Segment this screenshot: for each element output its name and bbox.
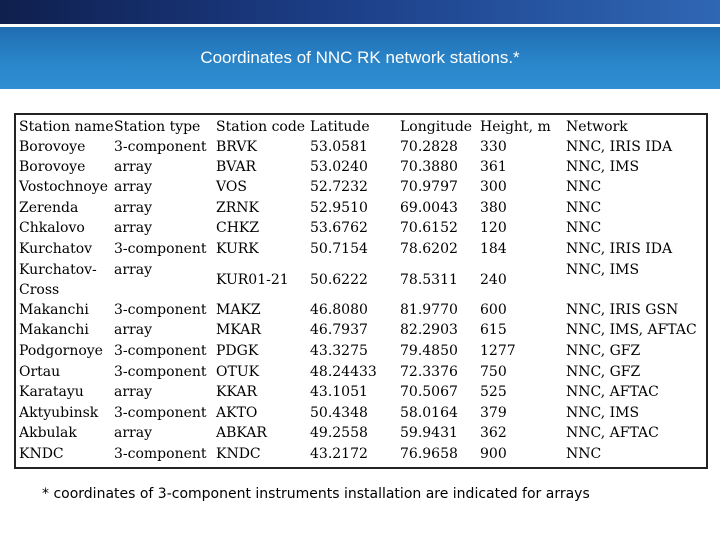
table-cell: 52.9510 <box>310 200 368 216</box>
title-banner <box>0 27 720 89</box>
table-cell: 53.0240 <box>310 159 368 175</box>
table-cell: Aktyubinsk <box>19 405 99 421</box>
table-cell: 46.8080 <box>310 302 368 318</box>
table-cell: 43.1051 <box>310 384 368 400</box>
column-header: Height, m <box>480 119 551 135</box>
table-cell: NNC <box>566 220 602 236</box>
table-cell: NNC, AFTAC <box>566 384 659 400</box>
table-cell: NNC, IRIS IDA <box>566 139 673 155</box>
table-cell: 70.5067 <box>400 384 458 400</box>
table-cell: KUR01-21 <box>216 272 289 288</box>
table-cell: Kurchatov-Cross <box>19 262 97 298</box>
table-cell: NNC, IMS <box>566 262 640 278</box>
table-cell: 52.7232 <box>310 179 368 195</box>
table-cell: PDGK <box>216 343 259 359</box>
table-cell: 50.6222 <box>310 272 368 288</box>
table-cell: CHKZ <box>216 220 260 236</box>
table-cell: 900 <box>480 446 507 462</box>
table-cell: 3-component <box>114 446 207 462</box>
table-cell: 70.6152 <box>400 220 458 236</box>
table-cell: 72.3376 <box>400 364 458 380</box>
table-cell: NNC <box>566 446 602 462</box>
table-cell: 3-component <box>114 343 207 359</box>
table-cell: Borovoye <box>19 139 86 155</box>
table-cell: 3-component <box>114 241 207 257</box>
table-cell: KNDC <box>19 446 64 462</box>
table-cell: 59.9431 <box>400 425 458 441</box>
table-cell: 1277 <box>480 343 516 359</box>
table-cell: 380 <box>480 200 507 216</box>
table-cell: 3-component <box>114 364 207 380</box>
table-cell: 330 <box>480 139 507 155</box>
table-cell: KKAR <box>216 384 258 400</box>
table-cell: 615 <box>480 322 507 338</box>
table-cell: 300 <box>480 179 507 195</box>
table-cell: NNC, GFZ <box>566 343 641 359</box>
table-cell: NNC <box>566 200 602 216</box>
column-header: Network <box>566 119 628 135</box>
table-cell: 53.6762 <box>310 220 368 236</box>
table-cell: Vostochnoye <box>19 179 108 195</box>
table-cell: 70.3880 <box>400 159 458 175</box>
table-cell: NNC, IMS <box>566 405 640 421</box>
table-cell: array <box>114 384 152 400</box>
table-cell: NNC <box>566 179 602 195</box>
table-cell: NNC, GFZ <box>566 364 641 380</box>
table-cell: NNC, IRIS IDA <box>566 241 673 257</box>
table-cell: ABKAR <box>216 425 267 441</box>
column-header: Latitude <box>310 119 370 135</box>
table-cell: array <box>114 322 152 338</box>
page-title: Coordinates of NNC RK network stations.* <box>200 48 520 67</box>
table-cell: 76.9658 <box>400 446 458 462</box>
table-cell: ZRNK <box>216 200 259 216</box>
top-decorative-band <box>0 0 720 24</box>
table-cell: 58.0164 <box>400 405 458 421</box>
table-cell: 69.0043 <box>400 200 458 216</box>
table-cell: 79.4850 <box>400 343 458 359</box>
table-cell: 361 <box>480 159 507 175</box>
table-cell: 240 <box>480 272 507 288</box>
table-cell: array <box>114 425 152 441</box>
table-cell: 184 <box>480 241 507 257</box>
table-cell: 43.2172 <box>310 446 368 462</box>
table-cell: NNC, AFTAC <box>566 425 659 441</box>
table-cell: 48.24433 <box>310 364 377 380</box>
table-cell: 70.9797 <box>400 179 458 195</box>
table-cell: MKAR <box>216 322 261 338</box>
table-cell: BVAR <box>216 159 257 175</box>
table-cell: 50.4348 <box>310 405 368 421</box>
table-cell: 81.9770 <box>400 302 458 318</box>
table-cell: 49.2558 <box>310 425 368 441</box>
table-cell: NNC, IMS <box>566 159 640 175</box>
table-cell: 78.6202 <box>400 241 458 257</box>
column-header: Station name <box>19 119 114 135</box>
table-cell: AKTO <box>216 405 258 421</box>
table-cell: 3-component <box>114 405 207 421</box>
table-cell: array <box>114 179 152 195</box>
column-header: Station code <box>216 119 306 135</box>
table-cell: 379 <box>480 405 507 421</box>
table-cell: 78.5311 <box>400 272 458 288</box>
stations-table <box>14 113 708 469</box>
table-cell: Zerenda <box>19 200 79 216</box>
table-cell: 82.2903 <box>400 322 458 338</box>
table-cell: OTUK <box>216 364 260 380</box>
table-cell: 600 <box>480 302 507 318</box>
table-cell: Karatayu <box>19 384 84 400</box>
table-cell: 362 <box>480 425 507 441</box>
table-cell: 120 <box>480 220 507 236</box>
table-cell: 43.3275 <box>310 343 368 359</box>
table-cell: Ortau <box>19 364 61 380</box>
table-cell: BRVK <box>216 139 257 155</box>
table-cell: Borovoye <box>19 159 86 175</box>
table-cell: 3-component <box>114 139 207 155</box>
table-cell: 750 <box>480 364 507 380</box>
table-cell: 70.2828 <box>400 139 458 155</box>
table-cell: array <box>114 159 152 175</box>
table-cell: Akbulak <box>19 425 77 441</box>
table-cell: Makanchi <box>19 302 89 318</box>
table-cell: 525 <box>480 384 507 400</box>
table-cell: MAKZ <box>216 302 261 318</box>
table-cell: Makanchi <box>19 322 89 338</box>
footnote: * coordinates of 3-component instruments installation are indicated for arrays <box>42 486 590 502</box>
table-cell: Podgornoye <box>19 343 103 359</box>
table-cell: 53.0581 <box>310 139 368 155</box>
table-cell: NNC, IRIS GSN <box>566 302 679 318</box>
table-cell: NNC, IMS, AFTAC <box>566 322 697 338</box>
column-header: Station type <box>114 119 201 135</box>
table-cell: 3-component <box>114 302 207 318</box>
table-cell: VOS <box>216 179 247 195</box>
column-header: Longitude <box>400 119 473 135</box>
table-cell: Kurchatov <box>19 241 93 257</box>
table-cell: array <box>114 220 152 236</box>
table-cell: Chkalovo <box>19 220 85 236</box>
table-cell: KNDC <box>216 446 261 462</box>
table-cell: 50.7154 <box>310 241 368 257</box>
table-cell: 46.7937 <box>310 322 368 338</box>
table-cell: array <box>114 200 152 216</box>
table-cell: array <box>114 262 152 278</box>
table-cell: KURK <box>216 241 259 257</box>
